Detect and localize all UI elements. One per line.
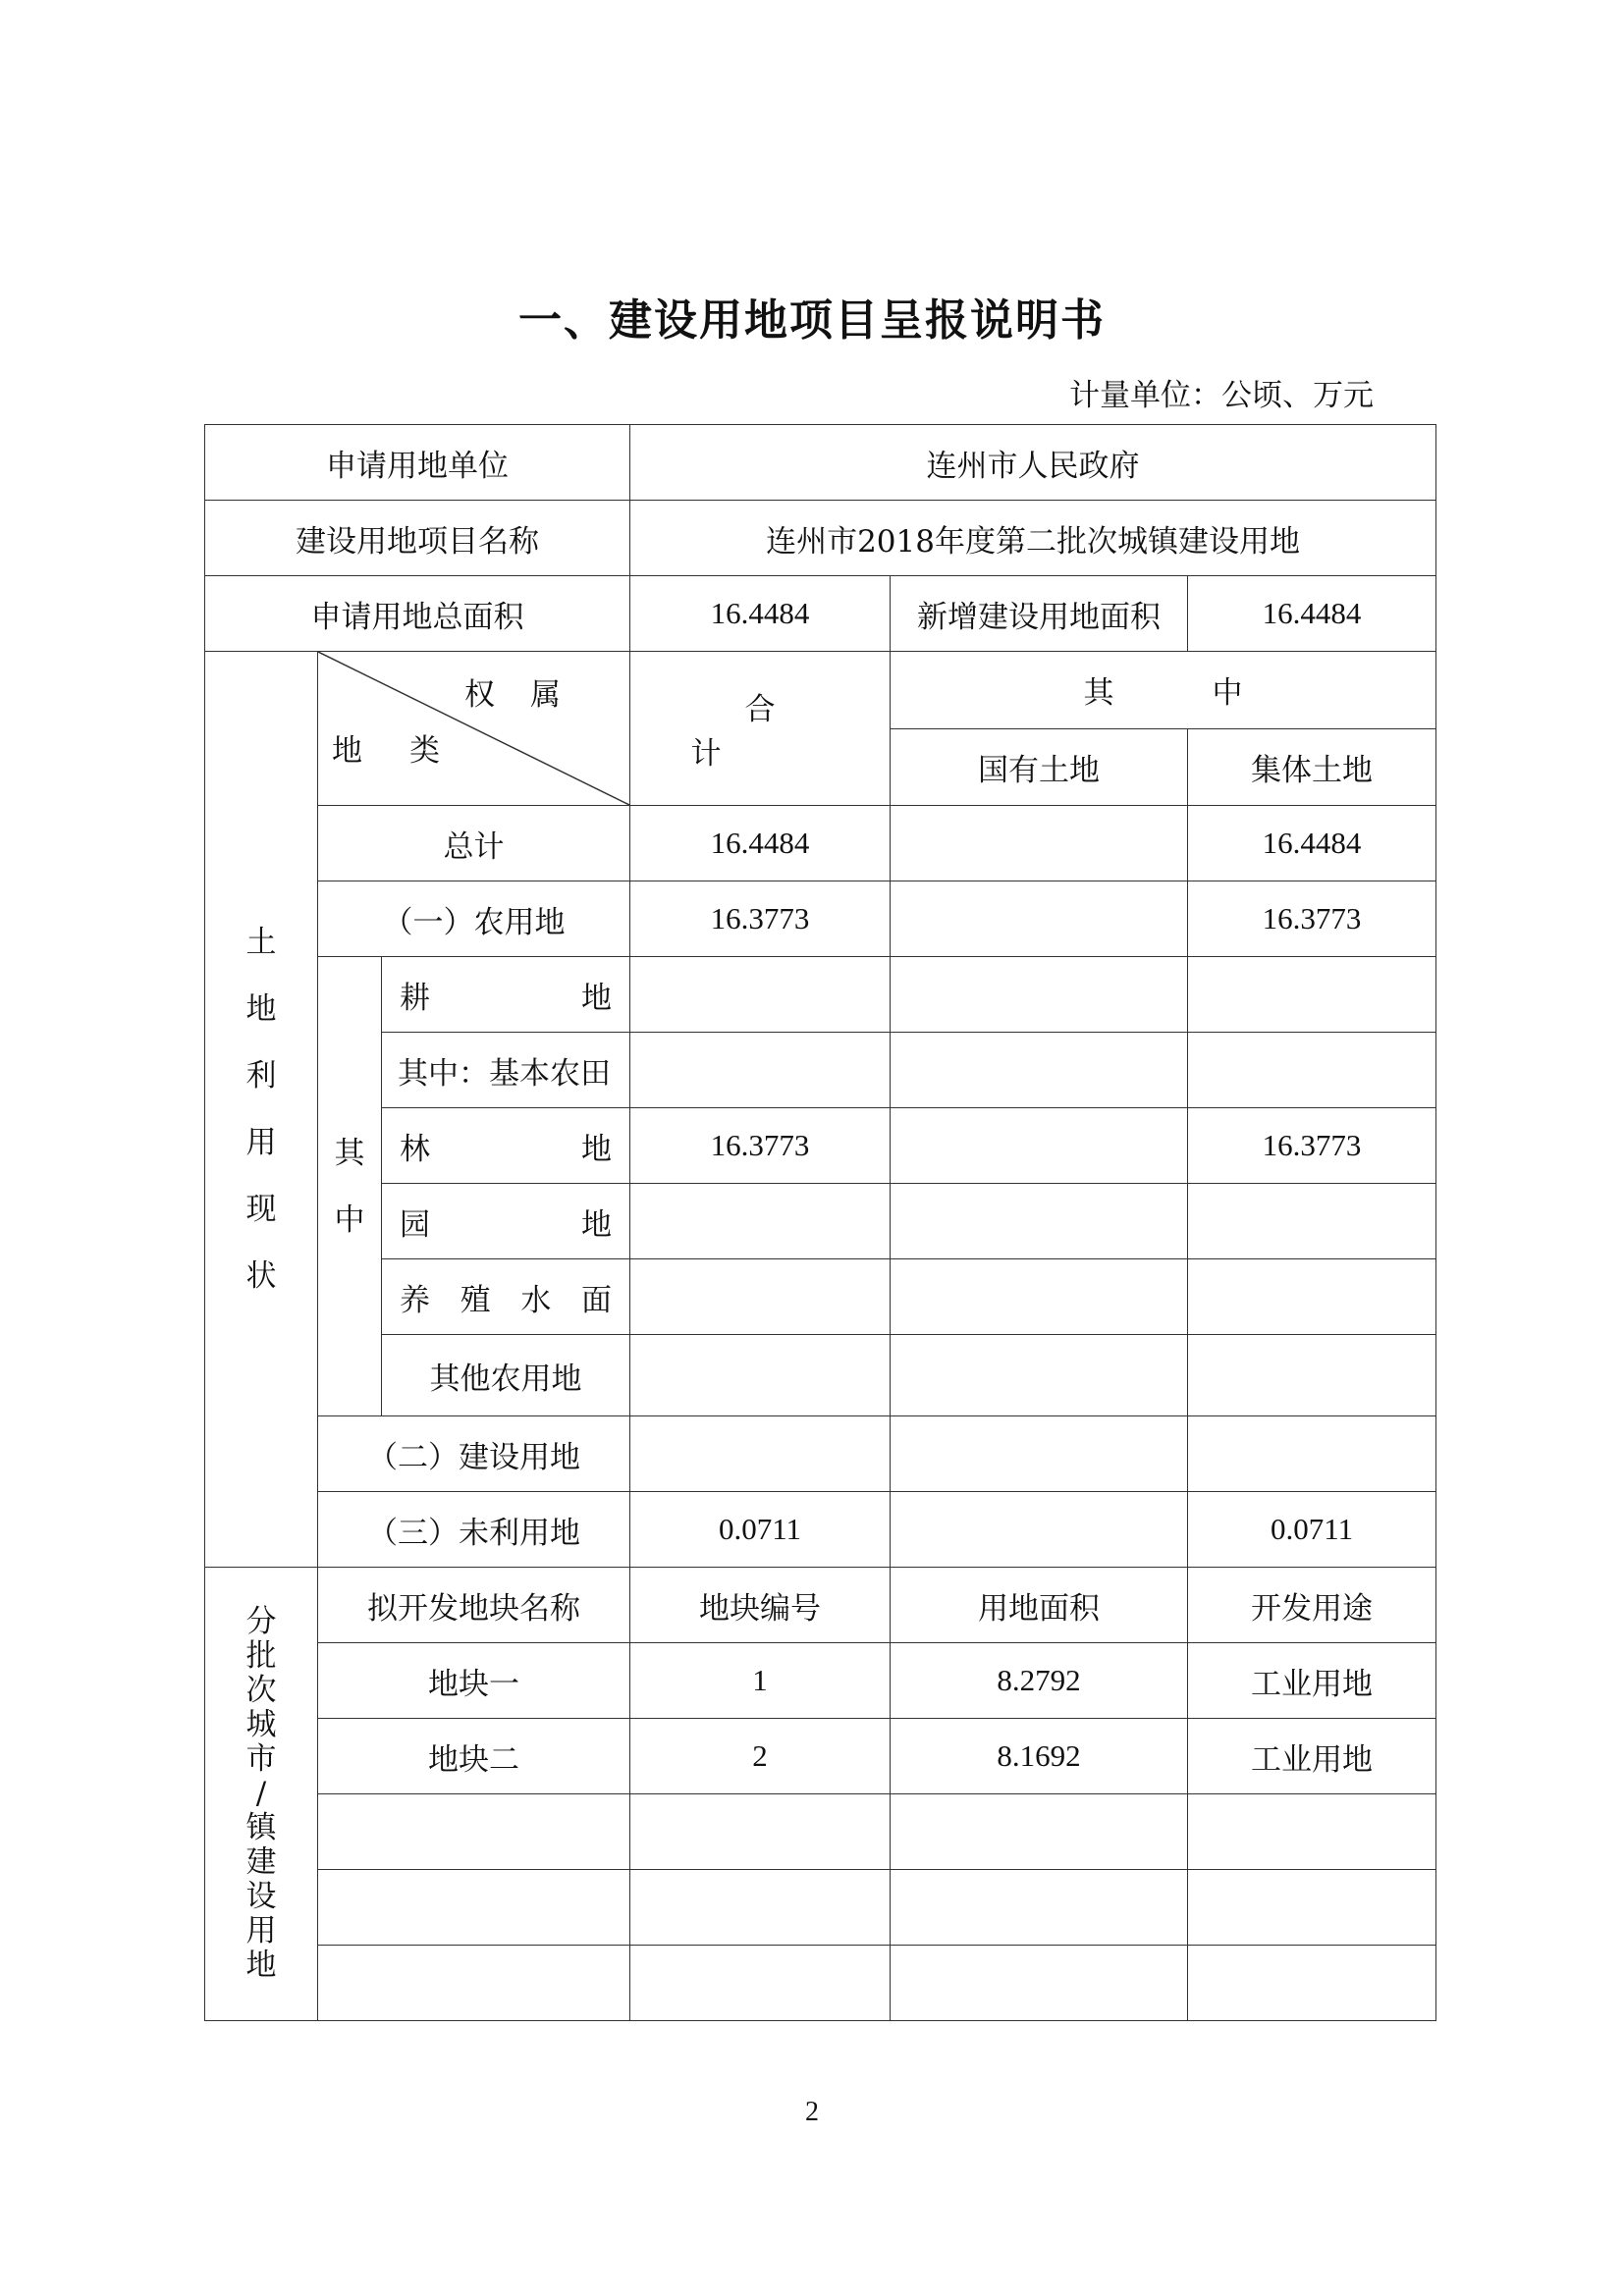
forest-land-label: 林 地 [382,1108,630,1184]
new-area-label: 新增建设用地面积 [891,576,1188,652]
garden-land-label: 园 地 [382,1184,630,1259]
of-which-group-label: 其 中 [318,957,382,1416]
state-land-header: 国有土地 [891,728,1188,806]
table-row [205,1259,1436,1335]
construction-land-label: （二）建设用地 [318,1416,630,1492]
table-row: （一）农用地 16.3773 16.3773 [205,881,1436,957]
page-number: 2 [805,2097,819,2127]
land-use-section-label: 土 地 利 用 现 状 [205,652,318,1568]
total-area-label: 申请用地总面积 [205,576,630,652]
table-row: 林 地 16.3773 16.3773 [205,1108,1436,1184]
table-row [205,1184,1436,1259]
of-which-header: 其中 [891,652,1436,729]
table-row: 地块一 1 8.2792 工业用地 [205,1643,1436,1719]
document-title: 一、建设用地项目呈报说明书 [518,295,1106,346]
project-name-label: 建设用地项目名称 [205,501,630,576]
grand-total-label: 总计 [318,806,630,881]
diagonal-header-cell [318,652,630,806]
unit-note: 计量单位：公顷、万元 [1069,378,1374,413]
aquaculture-label: 养 殖 水 面 [382,1259,630,1335]
plot-number-header: 地块编号 [630,1568,891,1643]
batch-section-label: 分 批 次 城 市 / 镇 建 设 用 地 [205,1568,318,2021]
total-column-header: 合计 [630,652,891,806]
basic-farmland-label: 其中：基本农田 [382,1033,630,1108]
table-row: 地块二 2 8.1692 工业用地 [205,1719,1436,1794]
table-row [205,1335,1436,1416]
total-area-value: 16.4484 [630,576,891,652]
table-row [205,1946,1436,2021]
new-area-value: 16.4484 [1188,576,1436,652]
applicant-value: 连州市人民政府 [630,425,1436,501]
ownership-label: 权属 [464,677,597,713]
project-name-value: 连州市2018年度第二批次城镇建设用地 [630,501,1436,576]
table-row: （三）未利用地 0.0711 0.0711 [205,1492,1436,1568]
project-table [204,424,1436,2021]
table-row [205,1033,1436,1108]
table-row [205,1794,1436,1870]
agricultural-land-label: （一）农用地 [318,881,630,957]
arable-land-label: 耕 地 [382,957,630,1033]
applicant-label: 申请用地单位 [205,425,630,501]
table-row [205,957,1436,1033]
unused-land-label: （三）未利用地 [318,1492,630,1568]
plot-name-header: 拟开发地块名称 [318,1568,630,1643]
category-label: 地类 [332,733,487,769]
table-row: 总计 16.4484 16.4484 [205,806,1436,881]
plot-area-header: 用地面积 [891,1568,1188,1643]
table-row [205,1416,1436,1492]
other-agri-label: 其他农用地 [382,1335,630,1416]
collective-land-header: 集体土地 [1188,728,1436,806]
table-row [205,1870,1436,1946]
plot-use-header: 开发用途 [1188,1568,1436,1643]
